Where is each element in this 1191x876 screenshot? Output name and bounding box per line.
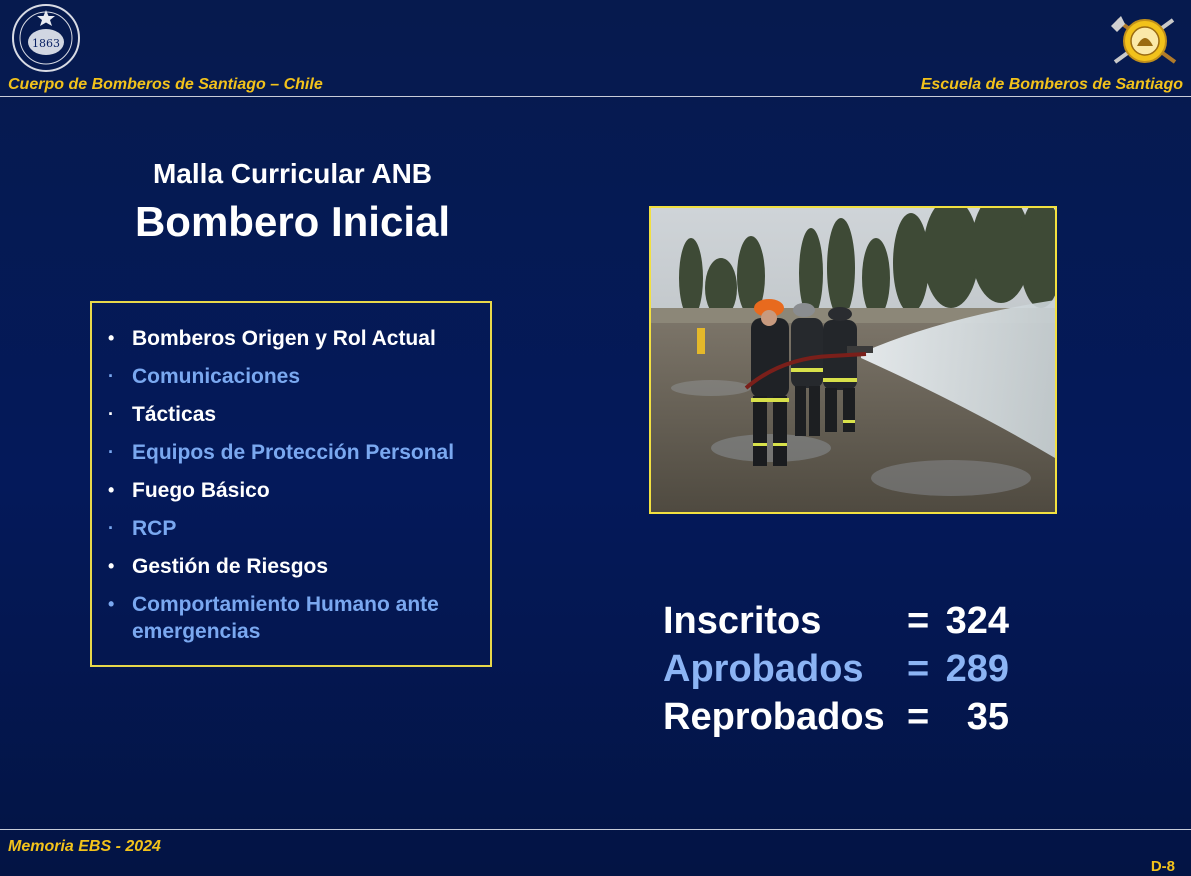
- stat-equals: =: [907, 648, 930, 690]
- stat-value: 35: [966, 696, 1009, 738]
- bullet-icon: •: [108, 328, 115, 348]
- curriculum-item-label: Gestión de Riesgos: [132, 555, 329, 578]
- stat-reprobados: [663, 696, 1023, 744]
- ebs-emblem-icon: [1109, 12, 1181, 70]
- stat-inscritos: [663, 600, 1023, 648]
- cbs-seal-icon: [8, 2, 84, 74]
- slide-title: Bombero Inicial: [134, 198, 451, 245]
- curriculum-box: [90, 301, 492, 667]
- organization-name: Cuerpo de Bomberos de Santiago – Chile: [8, 76, 323, 93]
- stat-equals: =: [907, 696, 930, 738]
- bullet-icon: ·: [108, 366, 114, 386]
- bullet-icon: •: [108, 594, 115, 614]
- header-divider: [0, 96, 1191, 97]
- bullet-icon: ·: [108, 404, 114, 424]
- stat-equals: =: [907, 600, 930, 642]
- page-number: D-8: [1150, 858, 1175, 875]
- curriculum-item: [92, 439, 490, 466]
- bullet-icon: ·: [108, 442, 114, 462]
- curriculum-item-label: RCP: [132, 517, 177, 540]
- curriculum-item-label: Fuego Básico: [132, 479, 270, 502]
- stat-label: Inscritos: [663, 600, 822, 642]
- stat-label: Reprobados: [663, 696, 885, 738]
- curriculum-item: [92, 401, 490, 428]
- curriculum-item: [92, 591, 490, 645]
- curriculum-item: [92, 325, 490, 352]
- stat-label: Aprobados: [663, 648, 864, 690]
- curriculum-item: [92, 477, 490, 504]
- school-name: Escuela de Bomberos de Santiago: [920, 76, 1183, 93]
- curriculum-item-label: Equipos de Protección Personal: [132, 441, 455, 464]
- curriculum-item-label: Bomberos Origen y Rol Actual: [132, 327, 436, 350]
- curriculum-item-label: Tácticas: [132, 403, 217, 426]
- curriculum-item: [92, 553, 490, 580]
- curriculum-item-label: Comunicaciones: [132, 365, 301, 388]
- bullet-icon: ·: [108, 518, 114, 538]
- bullet-icon: •: [108, 480, 115, 500]
- enrollment-stats: [663, 600, 1023, 744]
- bullet-icon: •: [108, 556, 115, 576]
- slide-subtitle: Malla Curricular ANB: [152, 158, 433, 189]
- footer-divider: [0, 829, 1191, 830]
- footer-title: Memoria EBS - 2024: [8, 838, 161, 855]
- curriculum-list: [92, 303, 490, 645]
- curriculum-item: [92, 363, 490, 390]
- firefighters-training-photo: [649, 206, 1057, 514]
- stat-value: 289: [945, 648, 1009, 690]
- seal-year: 1863: [32, 37, 60, 50]
- curriculum-item: [92, 515, 490, 542]
- curriculum-item-label: Comportamiento Humano ante emergencias: [132, 593, 439, 643]
- stat-value: 324: [945, 600, 1009, 642]
- stat-aprobados: [663, 648, 1023, 696]
